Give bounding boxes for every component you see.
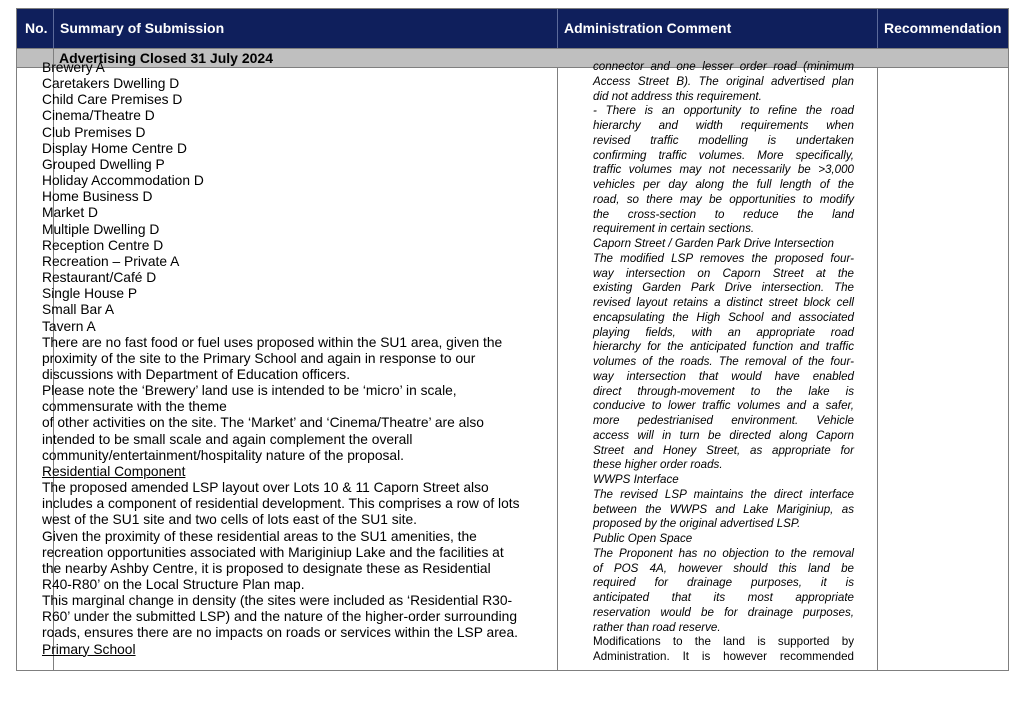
summary-line: commensurate with the theme: [42, 399, 227, 415]
comment-line: traffic volumes may not necessarily be >3,000: [593, 163, 854, 177]
comment-line: volumes of the roads. The removal of the four-: [593, 355, 854, 368]
comment-line: anticipated that its most appropriate: [593, 591, 854, 604]
summary-line: The proposed amended LSP layout over Lots 10 & 11 Caporn Street also: [42, 480, 489, 496]
summary-line: Club Premises D: [42, 124, 146, 140]
summary-line: Given the proximity of these residential areas to the SU1 amenities, the: [42, 528, 477, 544]
summary-line: Reception Centre D: [42, 237, 164, 253]
comment-line: connector and one lesser order road (minimum: [593, 60, 854, 73]
comment-line: revised traffic modelling is undertaken: [593, 133, 854, 147]
summary-line: Caretakers Dwelling D: [42, 76, 180, 92]
comment-line: The modified LSP removes the proposed four-: [593, 251, 854, 265]
comment-line: more pedestrianised environment. Vehicle: [593, 414, 854, 427]
comment-line: vehicles per day along the full length of the: [593, 178, 854, 191]
comment-line: Access Street B). The original advertised plan: [593, 74, 854, 88]
subheading-primary-school: Primary School: [42, 641, 136, 657]
header-no: No.: [25, 20, 48, 36]
section-title: Advertising Closed 31 July 2024: [59, 50, 273, 66]
comment-cell: [593, 60, 854, 665]
comment-line: requirement in certain sections.: [593, 222, 755, 236]
summary-line: Recreation – Private A: [42, 253, 180, 269]
summary-line: proximity of the site to the Primary School and again in response to our: [42, 350, 476, 366]
comment-line: proposed by the original advertised LSP.: [593, 517, 801, 531]
summary-line: Cinema/Theatre D: [42, 108, 155, 124]
header-recommendation: Recommendation: [884, 20, 1002, 36]
column-divider: [557, 68, 558, 670]
summary-line: Small Bar A: [42, 302, 115, 318]
summary-line: R40-R80’ on the Local Structure Plan map.: [42, 577, 305, 592]
summary-line: discussions with Department of Education officers.: [42, 366, 351, 382]
summary-line: Multiple Dwelling D: [42, 221, 160, 237]
summary-line: Grouped Dwelling P: [42, 156, 165, 172]
comment-line: confirming traffic volumes. More specifically,: [593, 148, 854, 162]
comment-line: between the WWPS and Lake Mariginiup, as: [593, 502, 854, 516]
comment-line: required for drainage purposes, it is: [593, 576, 854, 590]
header-summary: Summary of Submission: [60, 20, 225, 36]
comment-line: revised layout retains a distinct street block cell: [593, 296, 854, 309]
summary-line: Single House P: [42, 286, 138, 302]
comment-line: hierarchy for the anticipated function and traffic: [593, 340, 854, 354]
summary-line: Market D: [42, 205, 98, 221]
comment-line: existing Garden Park Drive intersection. The: [593, 281, 854, 295]
comment-line: The revised LSP maintains the direct interface: [593, 487, 854, 501]
summary-line: R60’ under the submitted LSP) and the nature of the higher-order surrounding: [42, 609, 518, 625]
summary-line: This marginal change in density (the sites were included as ‘Residential R30-: [42, 593, 513, 609]
comment-line: - There is an opportunity to refine the road: [593, 104, 854, 118]
summary-line: Tavern A: [42, 318, 96, 334]
summary-line: Please note the ‘Brewery’ land use is intended to be ‘micro’ in scale,: [42, 383, 457, 399]
summary-line: There are no fast food or fuel uses proposed within the SU1 area, given the: [42, 334, 503, 350]
comment-line: these higher order roads.: [593, 458, 723, 472]
comment-subheading: WWPS Interface: [593, 473, 679, 486]
summary-line: recreation opportunities associated with Mariginiup Lake and the facilities at: [42, 544, 504, 560]
comment-line: Street and Honey Street, as appropriate for: [593, 443, 854, 457]
header-comment: Administration Comment: [564, 20, 732, 36]
comment-line: Administration. It is however recommended: [593, 650, 854, 663]
comment-line: direct through-movement to the lake is: [593, 384, 854, 398]
comment-line: way intersection on Caporn Street at the: [593, 266, 854, 280]
table-header-row: [17, 9, 1008, 48]
summary-line: community/entertainment/hospitality nature of the proposal.: [42, 447, 404, 463]
summary-cell: [42, 60, 534, 658]
comment-line: Modifications to the land is supported by: [593, 635, 854, 649]
comment-line: playing fields, with an appropriate road: [593, 325, 854, 339]
comment-line: The Proponent has no objection to the removal: [593, 546, 854, 560]
comment-line: road, so there may be opportunities to modify: [593, 192, 854, 206]
summary-line: west of the SU1 site and two cells of lots east of the SU1 site.: [42, 512, 418, 528]
comment-subheading: Caporn Street / Garden Park Drive Intersection: [593, 237, 835, 250]
summary-line: roads, ensures there are no impacts on roads or services within the LSP area.: [42, 625, 518, 641]
summary-line: Display Home Centre D: [42, 140, 187, 156]
column-divider: [877, 68, 878, 670]
comment-line: hierarchy and width requirements when: [593, 119, 854, 132]
summary-line: of other activities on the site. The ‘Market’ and ‘Cinema/Theatre’ are also: [42, 415, 484, 431]
comment-line: did not address this requirement.: [593, 89, 762, 103]
comment-line: access will in turn be directed along Caporn: [593, 428, 854, 442]
comment-subheading: Public Open Space: [593, 532, 693, 545]
summary-line: Child Care Premises D: [42, 92, 183, 108]
comment-line: the cross-section to reduce the land: [593, 207, 854, 221]
summary-line: the nearby Ashby Centre, it is proposed to designate these as Residential: [42, 560, 491, 576]
comment-line: encapsulating the High School and associated: [593, 310, 854, 324]
summary-line: Brewery A: [42, 60, 105, 75]
comment-line: conducive to lower traffic volumes and a safer,: [593, 399, 854, 413]
summary-line: Home Business D: [42, 189, 153, 205]
comment-line: of POS 4A, however should this land be: [593, 561, 854, 575]
comment-line: way intersection that would have enabled: [593, 369, 854, 383]
comment-line: reservation would be for drainage purposes,: [593, 605, 854, 619]
summary-line: includes a component of residential development. This comprises a row of lots: [42, 496, 520, 512]
summary-line: intended to be small scale and again complement the overall: [42, 431, 413, 447]
summary-line: Restaurant/Café D: [42, 270, 157, 286]
summary-line: Holiday Accommodation D: [42, 173, 204, 189]
comment-line: rather than road reserve.: [593, 620, 721, 634]
subheading-residential-component: Residential Component: [42, 463, 186, 479]
